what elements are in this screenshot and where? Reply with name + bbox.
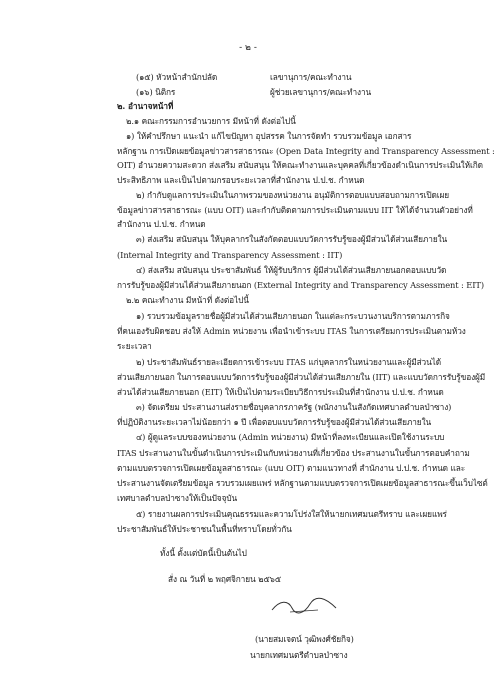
committee-role: เลขานุการ/คณะทำงาน — [270, 72, 352, 82]
body-line: (Internal Integrity and Transparency Assessment : IIT) — [117, 250, 343, 260]
signer-position: นายกเทศมนตรีตำบลป่าซาง — [250, 650, 348, 660]
body-line: ๒) ประชาสัมพันธ์รายละเอียดการเข้าระบบ ITAS แก่บุคลากรในหน่วยงานและผู้มีส่วนได้ — [136, 357, 442, 367]
body-line: ประสิทธิภาพ และเป็นไปตามกรอบระยะเวลาที่สำนักงาน ป.ป.ช. กำหนด — [117, 175, 365, 185]
body-line: สำนักงาน ป.ป.ช. กำหนด — [117, 219, 206, 229]
body-line: ที่คนเองรับผิดชอบ ส่งให้ Admin หน่วยงาน เพื่อนำเข้าระบบ ITAS ในการเตรียมการประเมินตามห้วง — [117, 326, 466, 336]
body-line: เทศบาลตำบลป่าซางให้เป็นปัจจุบัน — [117, 493, 238, 503]
body-line: ๑) ให้คำปรึกษา แนะนำ แก้ไขปัญหา อุปสรรค ในการจัดทำ รวบรวมข้อมูล เอกสาร — [126, 131, 412, 141]
body-line: ตามแบบตรวจการเปิดเผยข้อมูลสาธารณะ (แบบ OIT) ตามแนวทางที่ สำนักงาน ป.ป.ช. กำหนด และ — [117, 463, 466, 473]
body-line: ๔) ผู้ดูแลระบบของหน่วยงาน (Admin หน่วยงาน) มีหน้าที่ลงทะเบียนและเปิดใช้งานระบบ — [136, 432, 445, 442]
subsection-title: ๒.๑ คณะกรรมการอำนวยการ มีหน้าที่ ดังต่อไปนี้ — [126, 116, 296, 126]
body-line: ๕) รายงานผลการประเมินคุณธรรมและความโปร่งใสให้นายกเทศมนตรีทราบ และเผยแพร่ — [136, 509, 447, 519]
body-line: ๓) ส่งเสริม สนับสนุน ให้บุคลากรในสังกัดตอบแบบวัดการรับรู้ของผู้มีส่วนได้ส่วนเสียภายใน — [136, 234, 448, 244]
body-line: ประชาสัมพันธ์ให้ประชาชนในพื้นที่ทราบโดยทั่วกัน — [117, 524, 292, 534]
signer-name: (นายสมเจตน์ วุฒิพงศ์ชัยกิจ) — [255, 634, 354, 644]
handwritten-signature — [270, 596, 340, 616]
body-line: ๓) จัดเตรียม ประสานงานส่งรายชื่อบุคลากรภาครัฐ (พนักงานในสังกัดเทศบาลตำบลป่าซาง) — [136, 402, 452, 412]
body-line: ส่วนได้ส่วนเสียภายนอก (EIT) ให้เป็นไปตามระเบียบวิธีการประเมินที่สำนักงาน ป.ป.ช. กำหนด — [117, 387, 444, 397]
body-line: ITAS ประสานงานในขั้นดำเนินการประเมินกับหน่วยงานที่เกี่ยวข้อง ประสานงานในขั้นการตอบคำถาม — [117, 448, 470, 458]
section-heading: ๒. อำนาจหน้าที่ — [117, 101, 174, 111]
body-line: ข้อมูลข่าวสารสาธารณะ (แบบ OIT) และกำกับติดตามการประเมินตามแบบ IIT ให้ได้จำนวนตัวอย่างที่ — [117, 205, 473, 215]
committee-item: (๑๕) หัวหน้าสำนักปลัด — [136, 72, 218, 82]
closing-text: ทั้งนี้ ตั้งแต่บัดนี้เป็นต้นไป — [160, 548, 247, 558]
body-line: ๔) ส่งเสริม สนับสนุน ประชาสัมพันธ์ ให้ผู้รับบริการ ผู้มีส่วนได้ส่วนเสียภายนอกตอบแบบวัด — [136, 265, 447, 275]
body-line: ๑) รวบรวมข้อมูลรายชื่อผู้มีส่วนได้ส่วนเสียภายนอก ในแต่ละกระบวนงานบริการตามภารกิจ — [136, 311, 450, 321]
committee-item: (๑๖) นิติกร — [136, 87, 176, 97]
body-line: ระยะเวลา — [117, 341, 152, 351]
subsection-title: ๒.๒ คณะทำงาน มีหน้าที่ ดังต่อไปนี้ — [126, 295, 249, 305]
body-line: ประสานงานจัดเตรียมข้อมูล รวบรวมเผยแพร่ หลักฐานตามแบบตรวจการเปิดเผยข้อมูลสาธารณะขึ้นเว็บไซต์ — [117, 478, 488, 488]
body-line: ๒) กำกับดูแลการประเมินในภาพรวมของหน่วยงาน อนุมัติการตอบแบบสอบถามการเปิดเผย — [136, 190, 450, 200]
body-line: การรับรู้ของผู้มีส่วนได้ส่วนเสียภายนอก (External Integrity and Transparency Assessment : EIT) — [117, 280, 484, 290]
body-line: หลักฐาน การเปิดเผยข้อมูลข่าวสารสาธารณะ (Open Data Integrity and Transparency Assessment : — [117, 146, 495, 156]
body-line: ส่วนเสียภายนอก ในการตอบแบบวัดการรับรู้ของผู้มีส่วนได้ส่วนเสียภายใน (IIT) และแบบวัดการรับรู้ของผู้มี — [117, 372, 486, 382]
body-line: OIT) อำนวยความสะดวก ส่งเสริม สนับสนุน ให้คณะทำงานและบุคคลที่เกี่ยวข้องดำเนินการประเมินให้เกิด — [117, 160, 483, 170]
page-number: - ๒ - — [239, 43, 257, 53]
committee-role: ผู้ช่วยเลขานุการ/คณะทำงาน — [270, 87, 372, 97]
order-date: สั่ง ณ วันที่ ๒ พฤศจิกายน ๒๕๖๕ — [168, 574, 281, 584]
body-line: ที่ปฏิบัติงานระยะเวลาไม่น้อยกว่า ๑ ปี เพื่อตอบแบบวัดการรับรู้ของผู้มีส่วนได้ส่วนเสียภายใน — [117, 417, 432, 427]
